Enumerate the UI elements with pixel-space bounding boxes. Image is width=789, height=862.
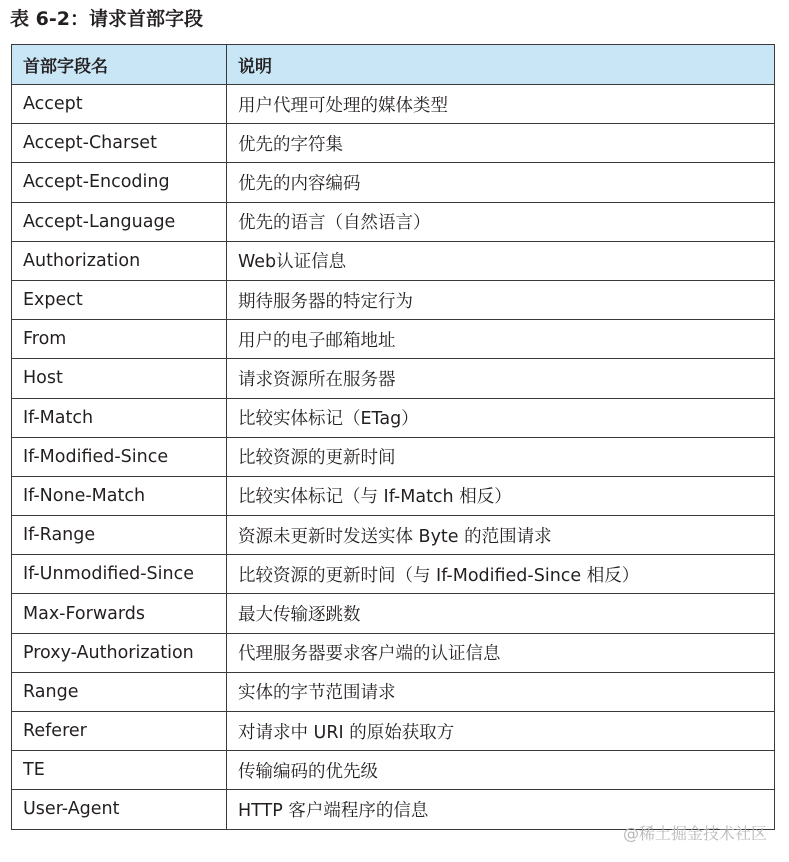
field-name-cell: Max-Forwards [12,594,227,633]
table-row [12,476,775,515]
table-row [12,437,775,476]
table-row [12,163,775,202]
field-name-cell: If-None-Match [12,476,227,515]
description-cell: 请求资源所在服务器 [227,359,775,398]
description-cell: 代理服务器要求客户端的认证信息 [227,633,775,672]
table-row [12,320,775,359]
description-cell: 对请求中 URI 的原始获取方 [227,712,775,751]
description-cell: 资源未更新时发送实体 Byte 的范围请求 [227,516,775,555]
field-name-cell: Referer [12,712,227,751]
field-name-cell: TE [12,751,227,790]
field-name-cell: Accept-Language [12,202,227,241]
description-cell: 优先的内容编码 [227,163,775,202]
watermark: @稀土掘金技术社区 [622,824,767,843]
description-cell: 实体的字节范围请求 [227,672,775,711]
description-cell: 比较实体标记（与 If-Match 相反） [227,476,775,515]
description-cell: Web认证信息 [227,241,775,280]
field-name-cell: Accept [12,85,227,124]
table-row [12,633,775,672]
table-row [12,672,775,711]
table-caption: 表 6-2：请求首部字段 [10,8,203,30]
table-row [12,751,775,790]
description-cell: HTTP 客户端程序的信息 [227,790,775,829]
description-cell: 最大传输逐跳数 [227,594,775,633]
table-row [12,555,775,594]
table-row [12,516,775,555]
field-name-cell: Range [12,672,227,711]
table-header-row [12,45,775,85]
table-row [12,241,775,280]
table-row [12,712,775,751]
field-name-cell: Accept-Encoding [12,163,227,202]
description-cell: 比较资源的更新时间 [227,437,775,476]
description-cell: 期待服务器的特定行为 [227,280,775,319]
description-cell: 传输编码的优先级 [227,751,775,790]
description-cell: 比较资源的更新时间（与 If-Modified-Since 相反） [227,555,775,594]
field-name-cell: Host [12,359,227,398]
field-name-cell: Authorization [12,241,227,280]
description-cell: 优先的语言（自然语言） [227,202,775,241]
description-cell: 用户代理可处理的媒体类型 [227,85,775,124]
field-name-cell: Expect [12,280,227,319]
column-header-description: 说明 [227,45,775,85]
table-row [12,359,775,398]
field-name-cell: If-Modified-Since [12,437,227,476]
table-row [12,202,775,241]
request-header-fields-table [11,44,775,830]
table-row [12,124,775,163]
field-name-cell: From [12,320,227,359]
column-header-field-name: 首部字段名 [12,45,227,85]
table-row [12,85,775,124]
field-name-cell: Proxy-Authorization [12,633,227,672]
description-cell: 比较实体标记（ETag） [227,398,775,437]
field-name-cell: Accept-Charset [12,124,227,163]
field-name-cell: If-Match [12,398,227,437]
field-name-cell: If-Unmodified-Since [12,555,227,594]
description-cell: 用户的电子邮箱地址 [227,320,775,359]
description-cell: 优先的字符集 [227,124,775,163]
table-row [12,594,775,633]
field-name-cell: User-Agent [12,790,227,829]
table-row [12,398,775,437]
field-name-cell: If-Range [12,516,227,555]
table-row [12,280,775,319]
